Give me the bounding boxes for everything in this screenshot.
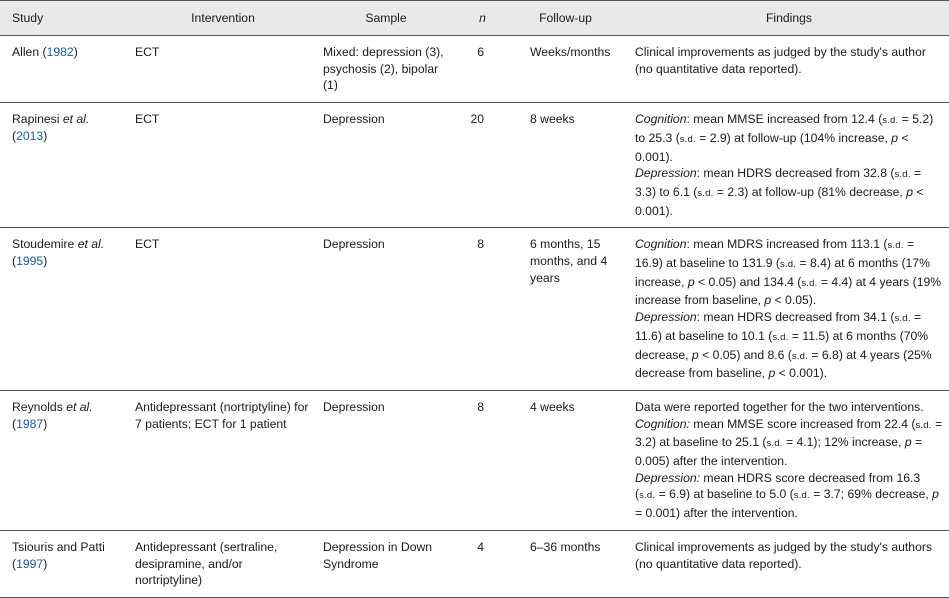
table-row [0,36,949,103]
table-row [0,390,949,530]
findings-cell: Clinical improvements as judged by the study's authors (no quantitative data reported). [629,530,949,597]
cognition-finding: Cognition: mean MMSE score increased from 22.4 (s.d. = 3.2) at baseline to 25.1 (s.d. = 4.1); 12% increase, p = 0.005) after the intervention. [635,416,943,469]
followup-cell: Weeks/months [502,36,629,103]
sample-cell: Depression [317,228,455,391]
depression-finding: Depression: mean HDRS decreased from 32.8 (s.d. = 3.3) to 6.1 (s.d. = 2.3) at follow-up (81% decrease, p < 0.001). [635,166,924,218]
citation-link[interactable]: 1995 [16,254,44,269]
n-cell: 8 [455,228,502,391]
intervention-cell: Antidepressant (sertraline, desipramine, and/or nortriptyline) [129,530,317,597]
findings-cell [629,390,949,530]
study-etal: et al. [66,399,93,414]
study-author: Reynolds [12,399,63,414]
header-n: n [455,1,502,36]
n-cell: 20 [455,103,502,228]
header-sample: Sample [317,1,455,36]
intervention-cell: ECT [129,228,317,391]
table-row [0,228,949,391]
table-row [0,103,949,228]
citation-link[interactable]: 2013 [16,128,44,143]
study-cell: Allen (1982) [0,36,129,103]
sample-cell: Depression [317,390,455,530]
depression-finding: Depression: mean HDRS score decreased from 16.3 (s.d. = 6.9) at baseline to 5.0 (s.d. = 3.7; 69% decrease, p = 0.001) after the intervention. [635,470,939,521]
intervention-cell: Antidepressant (nortriptyline) for 7 patients; ECT for 1 patient [129,390,317,530]
study-etal: et al. [77,237,105,252]
header-intervention: Intervention [129,1,317,36]
n-cell: 6 [455,36,502,103]
sample-cell: Mixed: depression (3), psychosis (2), bipolar (1) [317,36,455,103]
n-cell: 8 [455,390,502,530]
followup-cell: 4 weeks [502,390,629,530]
table-row [0,530,949,597]
intervention-cell: ECT [129,36,317,103]
cognition-finding: Cognition: mean MMSE increased from 12.4 (s.d. = 5.2) to 25.3 (s.d. = 2.9) at follow-up (104% increase, p < 0.001). [635,112,934,164]
study-cell: Rapinesi et al. (2013) [0,103,129,228]
followup-cell: 6 months, 15 months, and 4 years [502,228,629,391]
followup-cell: 6–36 months [502,530,629,597]
header-followup: Follow-up [502,1,629,36]
study-cell: Stoudemire et al. (1995) [0,228,129,391]
study-author: Tsiouris and Patti [12,539,105,554]
intervention-cell: ECT [129,103,317,228]
citation-link[interactable]: 1997 [16,556,44,571]
depression-finding: Depression: mean HDRS decreased from 34.1 (s.d. = 11.6) at baseline to 10.1 (s.d. = 11.5) at 6 months (70% decrease, p < 0.05) and 8.6 (s.d. = 6.8) at 4 years (25% decrease from baseline, p < 0.001). [635,310,932,381]
header-row [0,1,949,36]
header-findings: Findings [629,1,949,36]
findings-cell [629,103,949,228]
sample-cell: Depression in Down Syndrome [317,530,455,597]
sample-cell: Depression [317,103,455,228]
findings-intro: Data were reported together for the two interventions. [635,399,924,414]
header-study: Study [0,1,129,36]
study-author: Rapinesi [12,112,60,127]
study-cell: Reynolds et al. (1987) [0,390,129,530]
study-cell: Tsiouris and Patti (1997) [0,530,129,597]
n-cell: 4 [455,530,502,597]
cognition-finding: Cognition: mean MDRS increased from 113.1 (s.d. = 16.9) at baseline to 131.9 (s.d. = 8.4) at 6 months (17% increase, p < 0.05) and 134.4 (s.d. = 4.4) at 4 years (19% increase from baseline, p < 0.05). [635,237,942,308]
citation-link[interactable]: 1982 [46,45,74,59]
findings-cell [629,228,949,391]
followup-cell: 8 weeks [502,103,629,228]
findings-cell: Clinical improvements as judged by the study's author (no quantitative data reported). [629,36,949,103]
study-etal: et al. [62,112,90,127]
study-author: Stoudemire [12,237,75,252]
study-author: Allen [12,45,40,59]
citation-link[interactable]: 1987 [16,416,44,431]
